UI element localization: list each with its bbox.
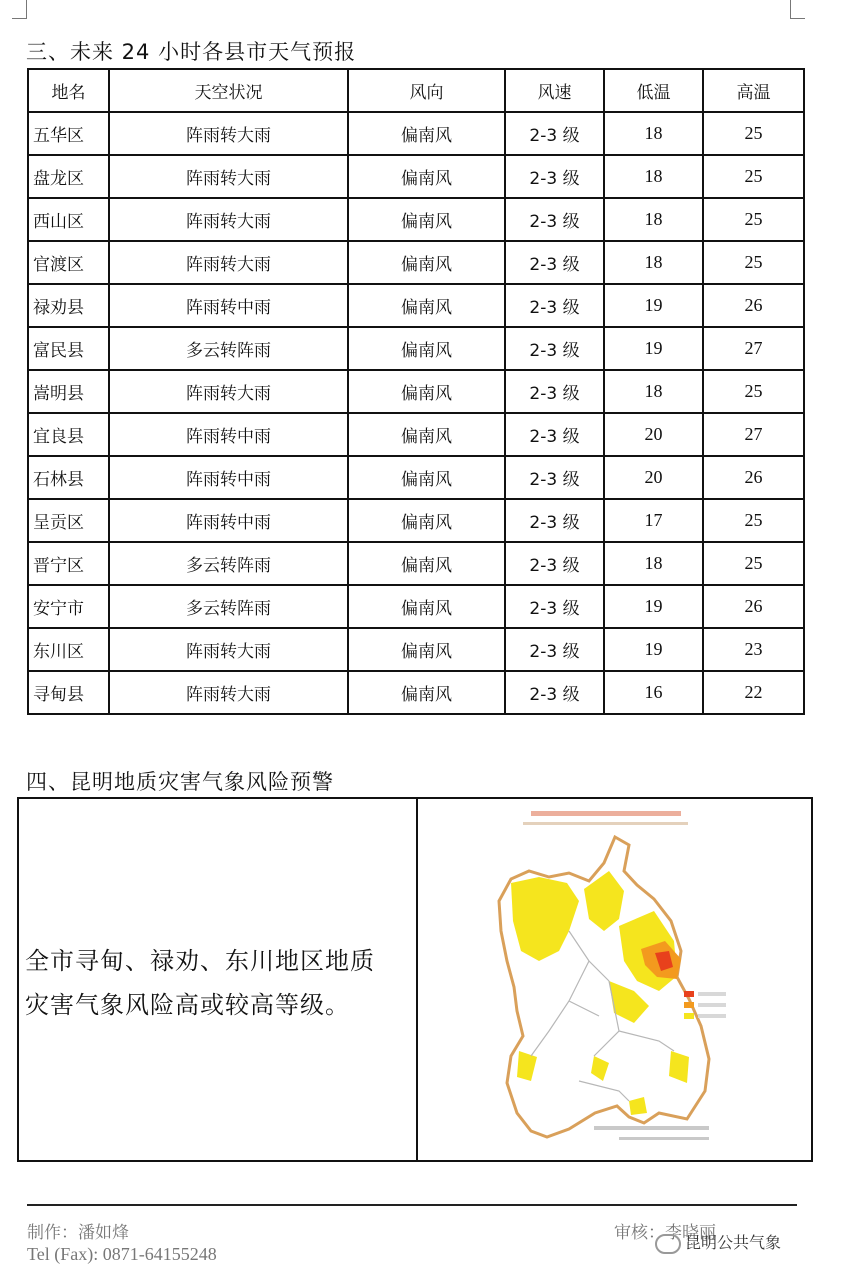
footer-reviewer: 审核：李晓丽 [614, 1223, 716, 1243]
cell-wind-direction: 偏南风 [348, 327, 505, 370]
cell-wind-direction: 偏南风 [348, 370, 505, 413]
forecast-section-title: 三、未来 24 小时各县市天气预报 [26, 40, 357, 64]
wechat-account: 昆明公共气象 [685, 1233, 782, 1252]
cell-wind-speed: 2-3 级 [505, 284, 604, 327]
cell-high-temp: 25 [703, 499, 804, 542]
cell-low-temp: 20 [604, 456, 703, 499]
cell-place: 嵩明县 [28, 370, 109, 413]
page-corner-mark [12, 0, 27, 19]
cell-place: 盘龙区 [28, 155, 109, 198]
cell-place: 富民县 [28, 327, 109, 370]
cell-low-temp: 18 [604, 112, 703, 155]
risk-text-line: 全市寻甸、禄劝、东川地区地质 [25, 947, 375, 975]
cell-high-temp: 25 [703, 155, 804, 198]
cell-sky: 阵雨转大雨 [109, 112, 348, 155]
wechat-watermark [655, 1230, 781, 1254]
legend-swatch-higher [684, 1002, 694, 1008]
cell-high-temp: 23 [703, 628, 804, 671]
cell-low-temp: 18 [604, 155, 703, 198]
cell-sky: 阵雨转大雨 [109, 671, 348, 714]
table-row [28, 628, 804, 671]
cell-wind-direction: 偏南风 [348, 112, 505, 155]
cell-low-temp: 16 [604, 671, 703, 714]
map-footer-mark [619, 1137, 709, 1140]
header-place: 地名 [28, 69, 109, 112]
cell-wind-direction: 偏南风 [348, 284, 505, 327]
cell-sky: 多云转阵雨 [109, 585, 348, 628]
legend-label-mark [698, 1003, 726, 1007]
cell-place: 宜良县 [28, 413, 109, 456]
cell-place: 晋宁区 [28, 542, 109, 585]
cell-low-temp: 18 [604, 370, 703, 413]
cell-wind-direction: 偏南风 [348, 542, 505, 585]
table-row [28, 456, 804, 499]
risk-map [419, 801, 811, 1158]
cell-wind-direction: 偏南风 [348, 499, 505, 542]
table-row [28, 241, 804, 284]
cell-place: 禄劝县 [28, 284, 109, 327]
cell-low-temp: 17 [604, 499, 703, 542]
cell-sky: 阵雨转大雨 [109, 155, 348, 198]
cell-sky: 阵雨转大雨 [109, 198, 348, 241]
footer-tel: Tel (Fax): 0871-64155248 [27, 1244, 217, 1264]
cell-wind-speed: 2-3 级 [505, 456, 604, 499]
cell-wind-direction: 偏南风 [348, 241, 505, 284]
header-wind-direction: 风向 [348, 69, 505, 112]
cell-high-temp: 25 [703, 370, 804, 413]
table-row [28, 284, 804, 327]
cell-sky: 多云转阵雨 [109, 542, 348, 585]
cell-wind-direction: 偏南风 [348, 671, 505, 714]
risk-map-image [419, 801, 811, 1158]
table-row [28, 585, 804, 628]
cell-place: 西山区 [28, 198, 109, 241]
table-row [28, 499, 804, 542]
header-high-temp: 高温 [703, 69, 804, 112]
cell-sky: 阵雨转中雨 [109, 499, 348, 542]
cell-sky: 阵雨转中雨 [109, 413, 348, 456]
cell-sky: 多云转阵雨 [109, 327, 348, 370]
cell-place: 寻甸县 [28, 671, 109, 714]
cell-low-temp: 19 [604, 327, 703, 370]
cell-wind-speed: 2-3 级 [505, 241, 604, 284]
cell-wind-speed: 2-3 级 [505, 628, 604, 671]
table-row [28, 413, 804, 456]
cell-high-temp: 27 [703, 413, 804, 456]
risk-text-line: 灾害气象风险高或较高等级。 [25, 991, 350, 1019]
cell-wind-speed: 2-3 级 [505, 671, 604, 714]
cell-wind-speed: 2-3 级 [505, 413, 604, 456]
cell-wind-speed: 2-3 级 [505, 542, 604, 585]
cell-place: 安宁市 [28, 585, 109, 628]
cell-low-temp: 19 [604, 585, 703, 628]
table-row [28, 198, 804, 241]
legend-label-mark [698, 992, 726, 996]
table-row [28, 671, 804, 714]
cell-high-temp: 25 [703, 198, 804, 241]
wechat-icon [655, 1234, 681, 1254]
cell-wind-direction: 偏南风 [348, 155, 505, 198]
cell-wind-direction: 偏南风 [348, 628, 505, 671]
risk-box-divider [416, 799, 418, 1160]
map-subtitle-mark [523, 822, 688, 825]
cell-high-temp: 26 [703, 284, 804, 327]
table-row [28, 327, 804, 370]
table-row [28, 155, 804, 198]
cell-sky: 阵雨转大雨 [109, 241, 348, 284]
legend-swatch-high [684, 991, 694, 997]
risk-warning-text [25, 939, 415, 1027]
risk-section-title: 四、昆明地质灾害气象风险预警 [26, 770, 334, 794]
cell-high-temp: 25 [703, 241, 804, 284]
map-title-mark [531, 811, 681, 816]
header-wind-speed: 风速 [505, 69, 604, 112]
cell-low-temp: 20 [604, 413, 703, 456]
table-row [28, 542, 804, 585]
cell-wind-speed: 2-3 级 [505, 198, 604, 241]
cell-wind-speed: 2-3 级 [505, 327, 604, 370]
footer-maker: 制作：潘如烽 [27, 1223, 129, 1243]
cell-wind-direction: 偏南风 [348, 585, 505, 628]
table-row [28, 112, 804, 155]
cell-place: 东川区 [28, 628, 109, 671]
footer-divider [27, 1204, 797, 1206]
risk-warning-box [17, 797, 813, 1162]
cell-high-temp: 22 [703, 671, 804, 714]
cell-wind-speed: 2-3 级 [505, 370, 604, 413]
cell-wind-speed: 2-3 级 [505, 112, 604, 155]
cell-place: 石林县 [28, 456, 109, 499]
cell-low-temp: 18 [604, 542, 703, 585]
cell-low-temp: 18 [604, 198, 703, 241]
table-row [28, 370, 804, 413]
cell-wind-direction: 偏南风 [348, 413, 505, 456]
legend-swatch-moderate [684, 1013, 694, 1019]
forecast-table [27, 68, 805, 715]
cell-place: 五华区 [28, 112, 109, 155]
cell-wind-speed: 2-3 级 [505, 499, 604, 542]
cell-sky: 阵雨转大雨 [109, 628, 348, 671]
cell-low-temp: 19 [604, 284, 703, 327]
table-header-row [28, 69, 804, 112]
cell-low-temp: 19 [604, 628, 703, 671]
map-footer-mark [594, 1126, 709, 1130]
cell-wind-direction: 偏南风 [348, 456, 505, 499]
cell-high-temp: 25 [703, 542, 804, 585]
page-corner-mark [790, 0, 805, 19]
cell-sky: 阵雨转中雨 [109, 456, 348, 499]
header-low-temp: 低温 [604, 69, 703, 112]
cell-high-temp: 26 [703, 456, 804, 499]
cell-place: 官渡区 [28, 241, 109, 284]
cell-high-temp: 27 [703, 327, 804, 370]
cell-wind-direction: 偏南风 [348, 198, 505, 241]
cell-place: 呈贡区 [28, 499, 109, 542]
cell-high-temp: 26 [703, 585, 804, 628]
cell-low-temp: 18 [604, 241, 703, 284]
cell-high-temp: 25 [703, 112, 804, 155]
cell-wind-speed: 2-3 级 [505, 155, 604, 198]
cell-sky: 阵雨转大雨 [109, 370, 348, 413]
legend-label-mark [698, 1014, 726, 1018]
header-sky: 天空状况 [109, 69, 348, 112]
cell-sky: 阵雨转中雨 [109, 284, 348, 327]
cell-wind-speed: 2-3 级 [505, 585, 604, 628]
